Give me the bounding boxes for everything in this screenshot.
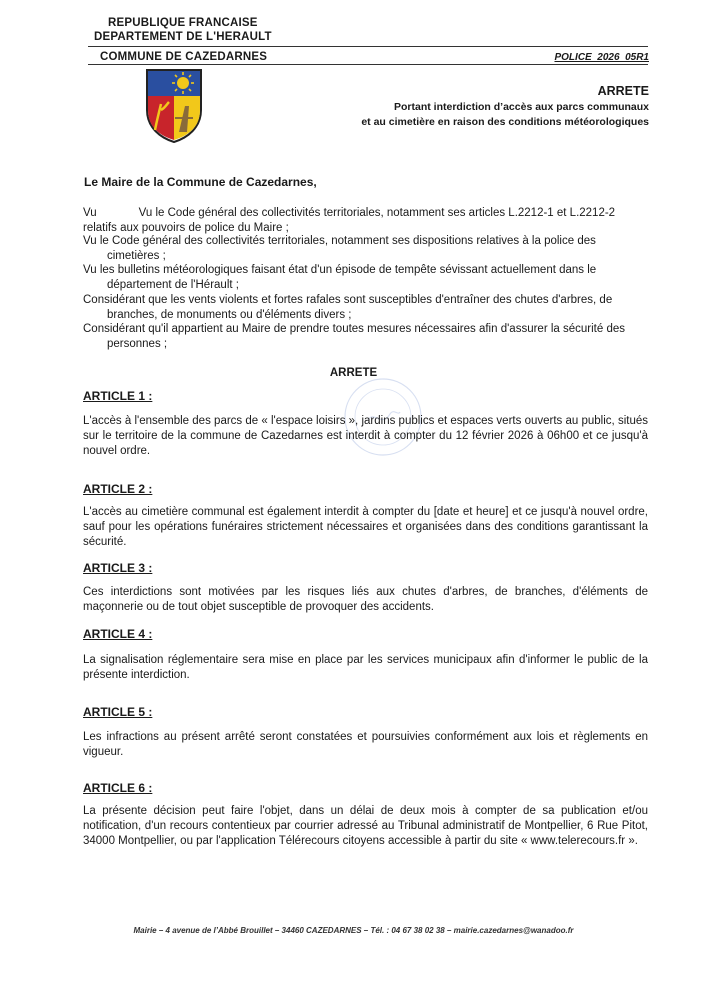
document-subtitle: et au cimetière en raison des conditions météorologiques	[361, 116, 649, 128]
article-2-heading: ARTICLE 2 :	[83, 482, 153, 496]
visa-text: cimetières ;	[107, 250, 166, 262]
arrete-heading: ARRETE	[329, 367, 378, 379]
visa-text: Vu le Code général des collectivités territoriales, notamment ses dispositions relatives à la police des	[83, 235, 596, 247]
visa-police-cimetieres	[83, 234, 648, 264]
header-divider	[88, 46, 648, 47]
article-4-heading: ARTICLE 4 :	[83, 627, 153, 641]
header-divider	[88, 64, 648, 65]
coat-of-arms-icon	[143, 66, 205, 144]
visa-prefix: Vu	[83, 207, 97, 219]
visa-text: département de l'Hérault ;	[107, 279, 239, 291]
document-title: ARRETE	[597, 84, 649, 98]
article-1-text: L'accès à l'ensemble des parcs de « l'espace loisirs », jardins publics et espaces verts ouverts au public, situés sur le territoire de la commune de Cazedarnes est interdit à compter du 12 février 2026 à 06h00 et ce jusqu'à nouvel ordre.	[83, 415, 648, 457]
article-6-heading: ARTICLE 6 :	[83, 781, 153, 795]
article-1-heading: ARTICLE 1 :	[83, 389, 153, 403]
considerant-vents	[83, 293, 648, 323]
visa-text: branches, de monuments ou d'éléments divers ;	[107, 309, 352, 321]
article-2-text: L'accès au cimetière communal est également interdit à compter du [date et heure] et ce jusqu'à nouvel ordre, sauf pour les opérations funéraires strictement nécessaires et organisées dans des conditions garantissant la sécurité.	[83, 506, 648, 548]
article-3-heading: ARTICLE 3 :	[83, 561, 153, 575]
mayor-introduction: Le Maire de la Commune de Cazedarnes,	[84, 175, 317, 189]
visa-code-general	[83, 206, 648, 236]
visa-text: Considérant qu'il appartient au Maire de prendre toutes mesures nécessaires afin d'assurer la sécurité des	[83, 323, 625, 335]
visa-text: Considérant que les vents violents et fortes rafales sont susceptibles d'entraîner des chutes d'arbres, de	[83, 294, 613, 306]
visa-text: personnes ;	[107, 338, 168, 350]
article-6-text: La présente décision peut faire l'objet, dans un délai de deux mois à compter de sa publication et/ou notification, d'un recours contentieux par courrier adressé au Tribunal administratif de Montpellier, 6 Rue Pitot, 34000 Montpellier, ou par l'application Télérecours citoyens accessible à partir du site « www.telerecours.fr ».	[83, 805, 648, 847]
republic-header: REPUBLIQUE FRANCAISE	[108, 17, 258, 29]
article-5-text: Les infractions au présent arrêté seront constatées et poursuivies conformément aux lois et règlements en vigueur.	[83, 731, 648, 758]
visa-text: Vu le Code général des collectivités territoriales, notamment ses articles L.2212-1 et L.2212-2	[138, 207, 616, 219]
article-3-text: Ces interdictions sont motivées par les risques liés aux chutes d'arbres, de branches, d'éléments de maçonnerie ou de tout objet susceptible de provoquer des accidents.	[83, 586, 648, 613]
mairie-footer: Mairie – 4 avenue de l’Abbé Brouillet – 34460 CAZEDARNES – Tél. : 04 67 38 02 38 – mairie.cazedarnes@wanadoo.fr	[133, 926, 574, 935]
visa-text: Vu les bulletins météorologiques faisant état d'un épisode de tempête sévissant actuellement dans le	[83, 264, 597, 276]
document-reference: POLICE_2026_05R1	[554, 52, 649, 63]
considerant-securite	[83, 322, 648, 352]
visa-bulletins	[83, 263, 648, 293]
commune-header: COMMUNE DE CAZEDARNES	[100, 51, 268, 63]
article-4-text: La signalisation réglementaire sera mise en place par les services municipaux afin d'informer le public de la présente interdiction.	[83, 654, 648, 681]
visa-text: relatifs aux pouvoirs de police du Maire ;	[83, 222, 289, 234]
article-5-heading: ARTICLE 5 :	[83, 705, 153, 719]
document-subtitle: Portant interdiction d’accès aux parcs communaux	[394, 101, 649, 113]
department-header: DEPARTEMENT DE L'HERAULT	[94, 31, 272, 43]
